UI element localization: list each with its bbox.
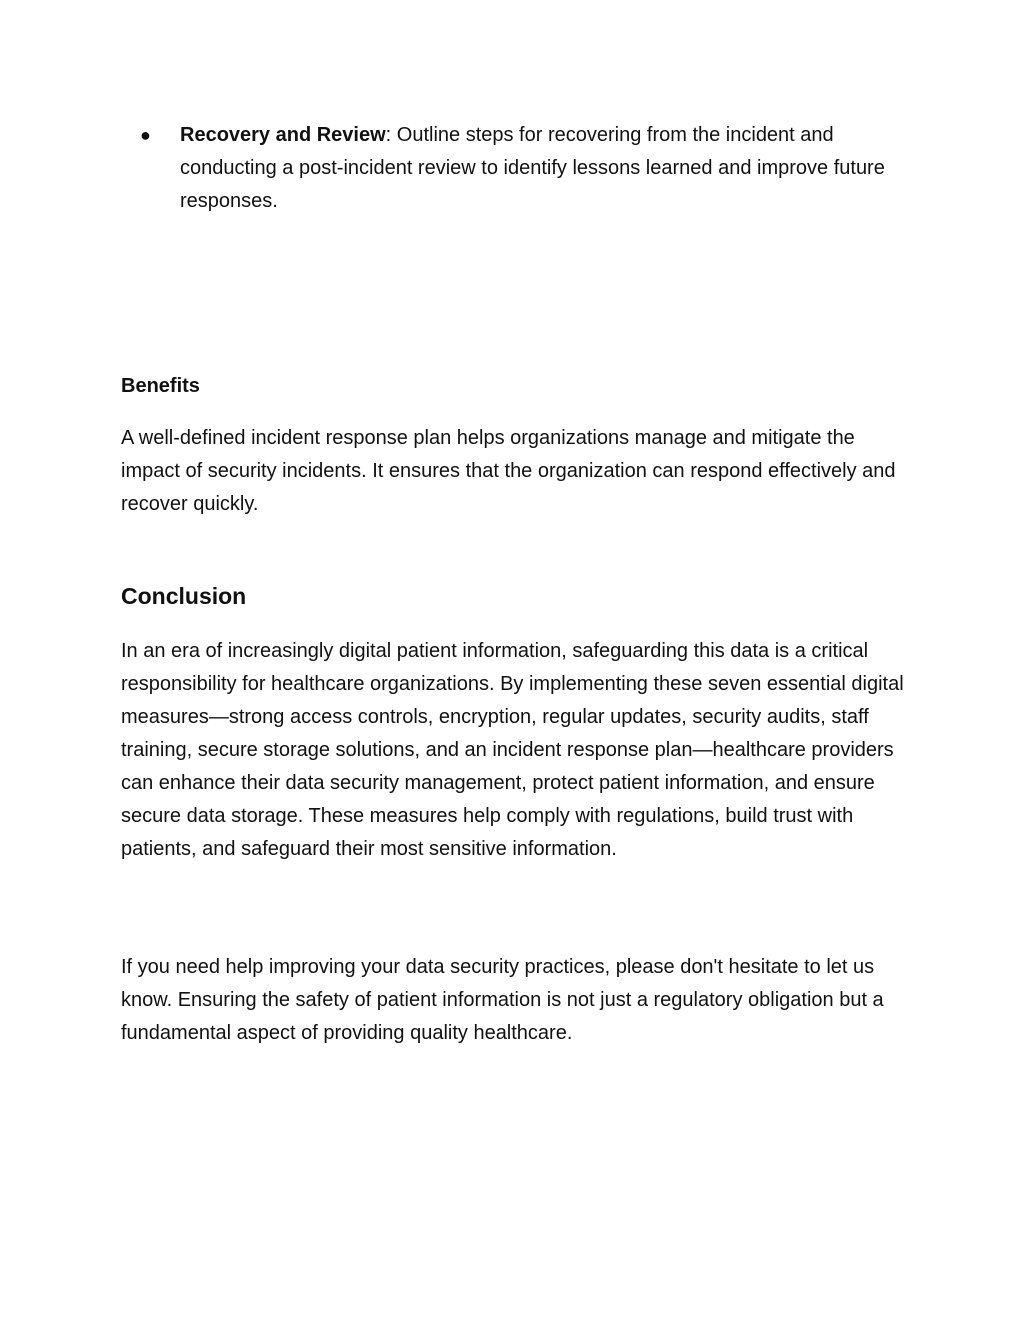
conclusion-paragraph-2: If you need help improving your data security practices, please don't hesitate to let us know. Ensuring the safety of patient information is not just a regulatory obligation but a fundamental aspect of providing quality healthcare. — [121, 956, 884, 1044]
list-item — [140, 119, 900, 218]
benefits-paragraph: A well-defined incident response plan helps organizations manage and mitigate the impact of security incidents. It ensures that the organization can respond effectively and recover quickly. — [121, 427, 896, 515]
bullet-body: : Outline steps for recovering from the incident and conducting a post-incident review to identify lessons learned and improve future responses. — [180, 124, 885, 212]
bullet-text — [180, 119, 900, 218]
conclusion-paragraph-1: In an era of increasingly digital patient information, safeguarding this data is a critical responsibility for healthcare organizations. By implementing these seven essential digital measures—strong access controls, encryption, regular updates, security audits, staff training, secure storage solutions, and an incident response plan—healthcare providers can enhance their data security management, protect patient information, and ensure secure data storage. These measures help comply with regulations, build trust with patients, and safeguard their most sensitive information. — [121, 640, 904, 860]
benefits-heading: Benefits — [121, 375, 200, 397]
bullet-bold-lead: Recovery and Review — [180, 124, 386, 146]
bullet-marker: ● — [140, 125, 151, 145]
conclusion-heading: Conclusion — [121, 583, 247, 609]
